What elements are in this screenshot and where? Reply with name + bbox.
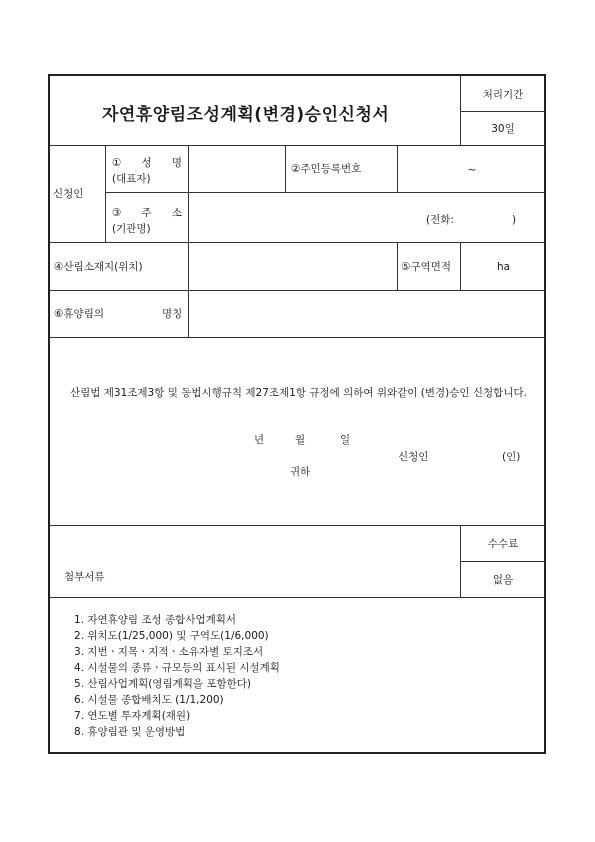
attachment-item: 3. 지번ㆍ지목ㆍ지적ㆍ소유자별 토지조서	[74, 646, 264, 658]
seal-label: (인)	[502, 451, 521, 463]
address-label: ③ 주 소	[112, 207, 182, 219]
applicant-label: 신청인	[53, 188, 84, 200]
attachment-item: 5. 산림사업계획(영림계획을 포함한다)	[74, 678, 252, 690]
divider	[460, 561, 546, 562]
location-label: ④산림소재지(위치)	[54, 261, 143, 273]
signer-label: 신청인	[398, 451, 429, 463]
date-year: 년	[254, 434, 265, 446]
processing-period-label: 처리기간	[482, 89, 524, 101]
form-title: 자연휴양림조성계획(변경)승인신청서	[102, 105, 390, 125]
date-month: 월	[295, 434, 306, 446]
forest-name-label: ⑥휴양림의	[54, 308, 104, 320]
application-form	[48, 74, 546, 754]
name-field[interactable]	[189, 146, 284, 192]
fee-label: 수수료	[487, 538, 519, 550]
attachments-label: 첨부서류	[64, 571, 105, 583]
divider	[50, 337, 546, 338]
attachment-item: 4. 시설물의 종류ㆍ규모등의 표시된 시설계획	[74, 662, 280, 674]
divider	[285, 145, 286, 192]
divider	[397, 242, 398, 290]
attachment-item: 2. 위치도(1/25,000) 및 구역도(1/6,000)	[74, 630, 269, 642]
date-day: 일	[340, 434, 351, 446]
name-sub-label: (대표자)	[112, 173, 151, 185]
id-number-label: ②주민등록번호	[291, 163, 362, 175]
processing-period-value: 30일	[491, 123, 515, 135]
phone-label: (전화:	[426, 214, 454, 226]
address-field[interactable]	[189, 193, 546, 242]
application-statement: 산림법 제31조제3항 및 동법시행규칙 제27조제1항 규정에 의하여 위와같이 (변경)승인 신청합니다.	[70, 387, 527, 399]
phone-close: )	[512, 214, 517, 226]
forest-name-field[interactable]	[189, 291, 546, 337]
divider	[460, 111, 546, 112]
attachment-item: 7. 연도별 투자계획(재원)	[74, 710, 191, 722]
divider	[50, 597, 546, 598]
forest-name-label-suffix: 명칭	[162, 308, 183, 320]
attachment-item: 6. 시설물 종합배치도 (1/1,200)	[74, 694, 224, 706]
divider	[105, 145, 106, 242]
address-sub-label: (기관명)	[112, 223, 151, 235]
addressee: 귀하	[290, 466, 311, 478]
id-number-field[interactable]: ~	[467, 164, 477, 176]
divider	[50, 145, 546, 146]
name-label: ① 성 명	[112, 157, 182, 169]
area-field[interactable]: ha	[496, 261, 511, 273]
divider	[50, 525, 546, 526]
location-field[interactable]	[189, 243, 396, 290]
attachment-item: 8. 휴양림관 및 운영방법	[74, 726, 186, 738]
area-label: ⑤구역면적	[401, 261, 451, 273]
fee-value: 없음	[492, 574, 514, 586]
attachment-item: 1. 자연휴양림 조성 종합사업계획서	[74, 614, 237, 626]
